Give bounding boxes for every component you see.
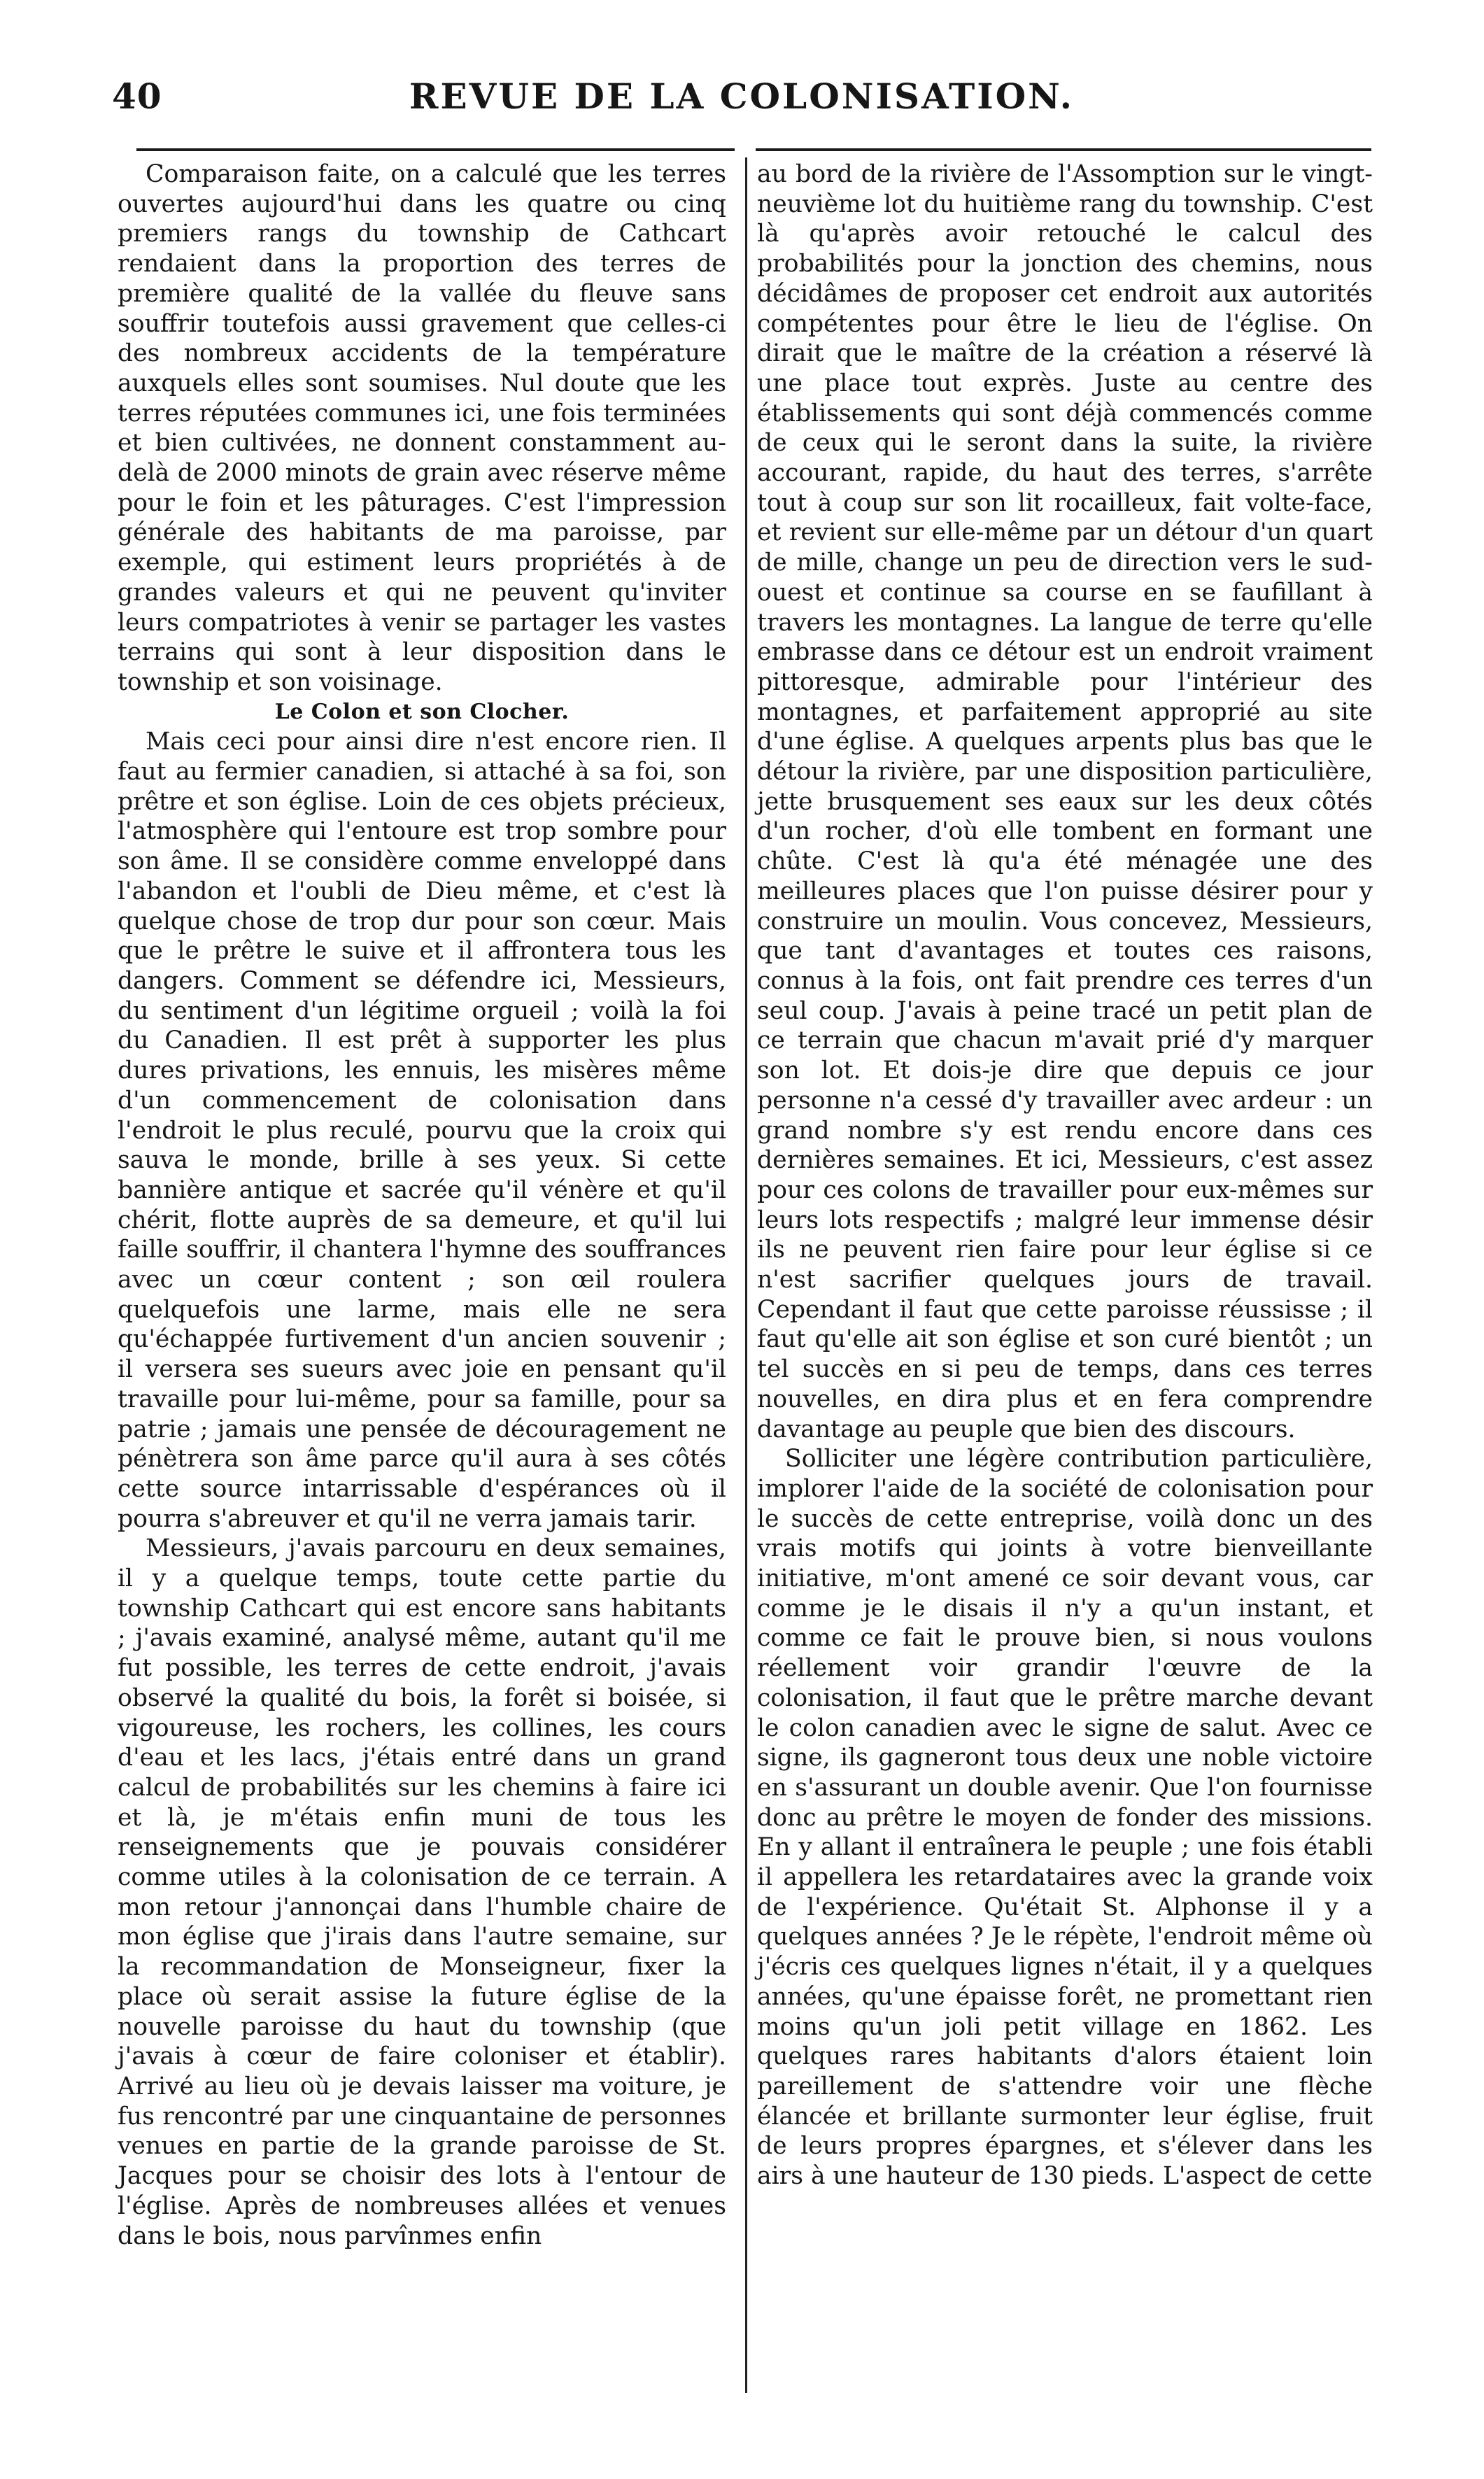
right-column xyxy=(757,160,1373,2191)
paragraph: au bord de la rivière de l'Assomption sur le vingt-neuvième lot du huitième rang du township. C'est là qu'après avoir retouché le calcul des probabilités pour la jonction des chemins, nous décidâmes de proposer cet endroit aux autorités compétentes pour être le lieu de l'église. On dirait que le maître de la création a réservé là une place tout exprès. Juste au centre des établissements qui sont déjà commencés comme de ceux qui le seront dans la suite, la rivière accourant, rapide, du haut des terres, s'arrête tout à coup sur son lit rocailleux, fait volte-face, et revient sur elle-même par un détour d'un quart de mille, change un peu de direction vers le sud-ouest et continue sa course en se faufillant à travers les montagnes. La langue de terre qu'elle embrasse dans ce détour est un endroit vraiment pittoresque, admirable pour l'intérieur des montagnes, et parfaitement approprié au site d'une église. A quelques arpents plus bas que le détour la rivière, par une disposition particulière, jette brusquement ses eaux sur les deux côtés d'un rocher, d'où elle tombent en formant une chûte. C'est là qu'a été ménagée une des meilleures places que l'on puisse désirer pour y construire un moulin. Vous concevez, Messieurs, que tant d'avantages et toutes ces raisons, connus à la fois, ont fait prendre ces terres d'un seul coup. J'avais à peine tracé un petit plan de ce terrain que chacun m'avait prié d'y marquer son lot. Et dois-je dire que depuis ce jour personne n'a cessé d'y travailler avec ardeur : un grand nombre s'y est rendu encore dans ces dernières semaines. Et ici, Messieurs, c'est assez pour ces colons de travailler pour eux-mêmes sur leurs lots respectifs ; malgré leur immense désir ils ne peuvent rien faire pour leur église si ce n'est sacrifier quelques jours de travail. Cependant il faut que cette paroisse réussisse ; il faut qu'elle ait son église et son curé bientôt ; un tel succès en si peu de temps, dans ces terres nouvelles, en dira plus et en fera comprendre davantage au peuple que bien des discours. xyxy=(757,160,1373,1443)
header-rule-left xyxy=(136,148,735,151)
paragraph: Messieurs, j'avais parcouru en deux semaines, il y a quelque temps, toute cette partie du township Cathcart qui est encore sans habitants ; j'avais examiné, analysé même, autant qu'il me fut possible, les terres de cette endroit, j'avais observé la qualité du bois, la forêt si boisée, si vigoureuse, les rochers, les collines, les cours d'eau et les lacs, j'étais entré dans un grand calcul de probabilités sur les chemins à faire ici et là, je m'étais enfin muni de tous les renseignements que je pouvais considérer comme utiles à la colonisation de ce terrain. A mon retour j'annonçai dans l'humble chaire de mon église que j'irais dans l'autre semaine, sur la recommandation de Monseigneur, fixer la place où serait assise la future église de la nouvelle paroisse du haut du township (que j'avais à cœur de faire coloniser et établir). Arrivé au lieu où je devais laisser ma voiture, je fus rencontré par une cinquantaine de personnes venues en partie de la grande paroisse de St. Jacques pour se choisir des lots à l'entour de l'église. Après de nombreuses allées et venues dans le bois, nous parvînmes enfin xyxy=(118,1534,726,2250)
running-title: REVUE DE LA COLONISATION. xyxy=(409,76,1075,117)
paragraph: Mais ceci pour ainsi dire n'est encore rien. Il faut au fermier canadien, si attaché à sa foi, son prêtre et son église. Loin de ces objets précieux, l'atmosphère qui l'entoure est trop sombre pour son âme. Il se considère comme enveloppé dans l'abandon et l'oubli de Dieu même, et c'est là quelque chose de trop dur pour son cœur. Mais que le prêtre le suive et il affrontera tous les dangers. Comment se défendre ici, Messieurs, du sentiment d'un légitime orgueil ; voilà la foi du Canadien. Il est prêt à supporter les plus dures privations, les ennuis, les misères même d'un commencement de colonisation dans l'endroit le plus reculé, pourvu que la croix qui sauva le monde, brille à ses yeux. Si cette bannière antique et sacrée qu'il vénère et qu'il chérit, flotte auprès de sa demeure, et qu'il lui faille souffrir, il chantera l'hymne des souffrances avec un cœur content ; son œil roulera quelquefois une larme, mais elle ne sera qu'échappée furtivement d'un ancien souvenir ; il versera ses sueurs avec joie en pensant qu'il travaille pour lui-même, pour sa famille, pour sa patrie ; jamais une pensée de découragement ne pénètrera son âme parce qu'il aura à ses côtés cette source intarrissable d'espérances où il pourra s'abreuver et qu'il ne verra jamais tarir. xyxy=(118,728,726,1533)
page-header xyxy=(112,76,1371,132)
paragraph: Solliciter une légère contribution particulière, implorer l'aide de la société de colonisation pour le succès de cette entreprise, voilà donc un des vrais motifs qui joints à votre bienveillante initiative, m'ont amené ce soir devant vous, car comme je le disais il n'y a qu'un instant, et comme ce fait le prouve bien, si nous voulons réellement voir grandir l'œuvre de la colonisation, il faut que le prêtre marche devant le colon canadien avec le signe de salut. Avec ce signe, ils gagneront tous deux une noble victoire en s'assurant un double avenir. Que l'on fournisse donc au prêtre le moyen de fonder des missions. En y allant il entraînera le peuple ; une fois établi il appellera les retardataires avec la grande voix de l'expérience. Qu'était St. Alphonse il y a quelques années ? Je le répète, l'endroit même où j'écris ces quelques lignes n'était, il y a quelques années, qu'une épaisse forêt, ne promettant rien moins qu'un joli petit village en 1862. Les quelques rares habitants d'alors étaient loin pareillement de s'attendre voir une flèche élancée et brillante surmonter leur église, fruit de leurs propres épargnes, et s'élever dans les airs à une hauteur de 130 pieds. L'aspect de cette xyxy=(757,1445,1373,2191)
left-column xyxy=(118,160,726,2251)
header-rule-right xyxy=(756,148,1371,151)
paragraph: Comparaison faite, on a calculé que les terres ouvertes aujourd'hui dans les quatre ou cinq premiers rangs du township de Cathcart rendaient dans la proportion des terres de première qualité de la vallée du fleuve sans souffrir toutefois aussi gravement que celles-ci des nombreux accidents de la température auxquels elles sont soumises. Nul doute que les terres réputées communes ici, une fois terminées et bien cultivées, ne donnent constamment au-delà de 2000 minots de grain avec réserve même pour le foin et les pâturages. C'est l'impression générale des habitants de ma paroisse, par exemple, qui estiment leurs propriétés à de grandes valeurs et qui ne peuvent qu'inviter leurs compatriotes à venir se partager les vastes terrains qui sont à leur disposition dans le township et son voisinage. xyxy=(118,160,726,696)
column-separator xyxy=(745,157,747,2393)
section-heading: Le Colon et son Clocher. xyxy=(274,699,570,724)
page-number: 40 xyxy=(112,76,162,117)
